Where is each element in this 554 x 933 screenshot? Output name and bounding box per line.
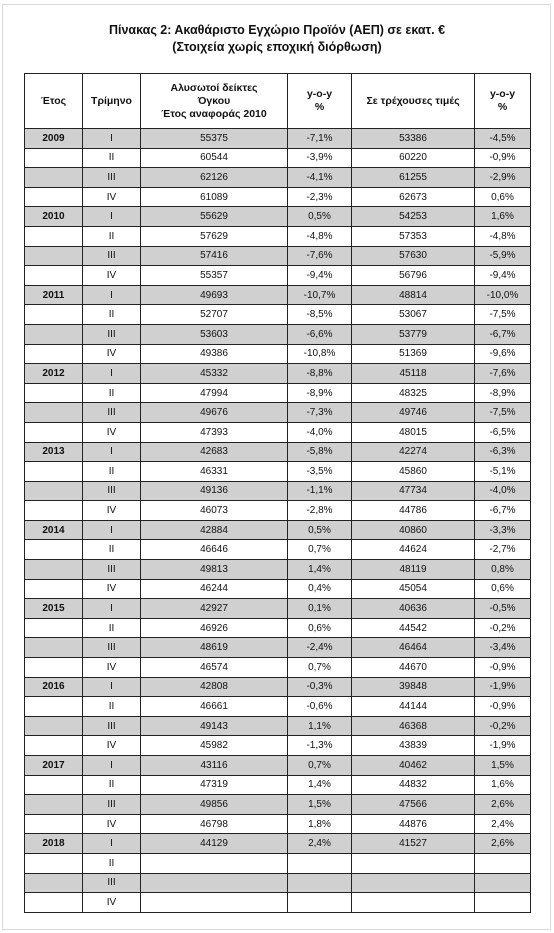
cell-volume: 57416 bbox=[141, 246, 288, 266]
table-row bbox=[25, 677, 531, 697]
cell-quarter: IV bbox=[83, 422, 141, 442]
cell-current-prices: 53067 bbox=[352, 305, 475, 325]
cell-yoy-volume: -2,8% bbox=[288, 501, 352, 521]
cell-volume: 42884 bbox=[141, 520, 288, 540]
cell-volume: 47319 bbox=[141, 775, 288, 795]
cell-current-prices: 48325 bbox=[352, 383, 475, 403]
cell-quarter: IV bbox=[83, 501, 141, 521]
cell-volume: 61089 bbox=[141, 187, 288, 207]
table-row bbox=[25, 442, 531, 462]
cell-yoy-current: -6,7% bbox=[475, 324, 531, 344]
cell-volume bbox=[141, 873, 288, 893]
cell-year bbox=[25, 795, 83, 815]
cell-yoy-volume: 0,5% bbox=[288, 520, 352, 540]
cell-yoy-current: -7,5% bbox=[475, 403, 531, 423]
cell-current-prices bbox=[352, 873, 475, 893]
cell-yoy-volume: -2,3% bbox=[288, 187, 352, 207]
cell-volume: 46798 bbox=[141, 814, 288, 834]
cell-year bbox=[25, 148, 83, 168]
cell-current-prices: 49746 bbox=[352, 403, 475, 423]
cell-yoy-volume: 0,7% bbox=[288, 756, 352, 776]
cell-yoy-current: 1,6% bbox=[475, 207, 531, 227]
cell-year bbox=[25, 775, 83, 795]
cell-year: 2009 bbox=[25, 129, 83, 149]
cell-yoy-current: 0,6% bbox=[475, 187, 531, 207]
header-volume-line-3: Έτος αναφοράς 2010 bbox=[161, 107, 267, 120]
table-row bbox=[25, 560, 531, 580]
cell-quarter: III bbox=[83, 168, 141, 188]
cell-year bbox=[25, 501, 83, 521]
cell-yoy-volume: -7,6% bbox=[288, 246, 352, 266]
title-line-2: (Στοιχεία χωρίς εποχική διόρθωση) bbox=[172, 40, 382, 54]
cell-yoy-current: 2,4% bbox=[475, 814, 531, 834]
cell-year bbox=[25, 560, 83, 580]
cell-yoy-volume: -9,4% bbox=[288, 266, 352, 286]
table-row bbox=[25, 853, 531, 873]
cell-yoy-current: -0,5% bbox=[475, 599, 531, 619]
table-row bbox=[25, 226, 531, 246]
cell-current-prices: 44876 bbox=[352, 814, 475, 834]
cell-year bbox=[25, 618, 83, 638]
table-row bbox=[25, 795, 531, 815]
cell-volume: 46073 bbox=[141, 501, 288, 521]
cell-volume: 55357 bbox=[141, 266, 288, 286]
cell-volume: 44129 bbox=[141, 834, 288, 854]
cell-quarter: II bbox=[83, 540, 141, 560]
cell-yoy-volume: 1,5% bbox=[288, 795, 352, 815]
table-row bbox=[25, 207, 531, 227]
cell-quarter: IV bbox=[83, 187, 141, 207]
cell-year: 2012 bbox=[25, 364, 83, 384]
cell-current-prices: 43839 bbox=[352, 736, 475, 756]
header-volume-line-1: Αλυσωτοί δείκτες bbox=[170, 81, 258, 94]
cell-current-prices bbox=[352, 893, 475, 913]
header-quarter: Τρίμηνο bbox=[83, 74, 141, 129]
header-volume bbox=[141, 74, 288, 129]
header-yoy-volume bbox=[288, 74, 352, 129]
table-row bbox=[25, 814, 531, 834]
cell-yoy-volume bbox=[288, 853, 352, 873]
header-current-prices: Σε τρέχουσες τιμές bbox=[352, 74, 475, 129]
cell-volume: 47994 bbox=[141, 383, 288, 403]
cell-yoy-current: -9,6% bbox=[475, 344, 531, 364]
table-row bbox=[25, 834, 531, 854]
cell-quarter: I bbox=[83, 364, 141, 384]
cell-year bbox=[25, 403, 83, 423]
cell-volume bbox=[141, 853, 288, 873]
cell-yoy-current: -2,9% bbox=[475, 168, 531, 188]
cell-quarter: I bbox=[83, 677, 141, 697]
cell-yoy-volume: 2,4% bbox=[288, 834, 352, 854]
table-row bbox=[25, 383, 531, 403]
cell-yoy-current bbox=[475, 873, 531, 893]
cell-quarter: IV bbox=[83, 814, 141, 834]
cell-yoy-volume: -2,4% bbox=[288, 638, 352, 658]
cell-current-prices: 44670 bbox=[352, 658, 475, 678]
cell-year bbox=[25, 246, 83, 266]
cell-yoy-current: -9,4% bbox=[475, 266, 531, 286]
cell-volume: 57629 bbox=[141, 226, 288, 246]
cell-year bbox=[25, 638, 83, 658]
cell-current-prices: 40860 bbox=[352, 520, 475, 540]
cell-quarter: I bbox=[83, 285, 141, 305]
cell-quarter: IV bbox=[83, 658, 141, 678]
cell-yoy-current: -4,5% bbox=[475, 129, 531, 149]
table-row bbox=[25, 187, 531, 207]
cell-yoy-volume: -8,9% bbox=[288, 383, 352, 403]
cell-quarter: III bbox=[83, 481, 141, 501]
cell-quarter: IV bbox=[83, 893, 141, 913]
cell-yoy-volume: -4,0% bbox=[288, 422, 352, 442]
cell-quarter: II bbox=[83, 148, 141, 168]
cell-yoy-current: -0,9% bbox=[475, 148, 531, 168]
cell-yoy-volume: -5,8% bbox=[288, 442, 352, 462]
cell-volume: 46331 bbox=[141, 462, 288, 482]
cell-quarter: II bbox=[83, 383, 141, 403]
cell-quarter: II bbox=[83, 226, 141, 246]
table-row bbox=[25, 364, 531, 384]
cell-year: 2017 bbox=[25, 756, 83, 776]
cell-current-prices bbox=[352, 853, 475, 873]
table-body bbox=[25, 129, 531, 913]
cell-current-prices: 44542 bbox=[352, 618, 475, 638]
header-row bbox=[25, 74, 531, 129]
cell-year bbox=[25, 893, 83, 913]
table-row bbox=[25, 462, 531, 482]
cell-quarter: III bbox=[83, 403, 141, 423]
cell-volume: 43116 bbox=[141, 756, 288, 776]
cell-volume: 49386 bbox=[141, 344, 288, 364]
cell-volume: 42683 bbox=[141, 442, 288, 462]
cell-yoy-volume: -0,6% bbox=[288, 697, 352, 717]
table-row bbox=[25, 540, 531, 560]
table-row bbox=[25, 520, 531, 540]
cell-quarter: III bbox=[83, 324, 141, 344]
cell-yoy-volume: 0,6% bbox=[288, 618, 352, 638]
table-row bbox=[25, 422, 531, 442]
cell-volume: 49136 bbox=[141, 481, 288, 501]
cell-yoy-volume bbox=[288, 893, 352, 913]
cell-quarter: I bbox=[83, 207, 141, 227]
cell-volume: 49143 bbox=[141, 716, 288, 736]
table-row bbox=[25, 756, 531, 776]
cell-yoy-current: -6,7% bbox=[475, 501, 531, 521]
cell-current-prices: 45118 bbox=[352, 364, 475, 384]
cell-volume bbox=[141, 893, 288, 913]
table-row bbox=[25, 873, 531, 893]
cell-yoy-current: -7,5% bbox=[475, 305, 531, 325]
table-row bbox=[25, 599, 531, 619]
cell-current-prices: 53779 bbox=[352, 324, 475, 344]
cell-yoy-current: -10,0% bbox=[475, 285, 531, 305]
cell-yoy-current: -3,4% bbox=[475, 638, 531, 658]
cell-year: 2015 bbox=[25, 599, 83, 619]
cell-yoy-volume: 0,1% bbox=[288, 599, 352, 619]
cell-current-prices: 40636 bbox=[352, 599, 475, 619]
cell-yoy-volume: 0,4% bbox=[288, 579, 352, 599]
cell-yoy-current bbox=[475, 853, 531, 873]
cell-volume: 49856 bbox=[141, 795, 288, 815]
cell-year bbox=[25, 324, 83, 344]
cell-quarter: III bbox=[83, 716, 141, 736]
table-row bbox=[25, 893, 531, 913]
table-row bbox=[25, 716, 531, 736]
cell-volume: 49813 bbox=[141, 560, 288, 580]
cell-current-prices: 51369 bbox=[352, 344, 475, 364]
cell-volume: 55629 bbox=[141, 207, 288, 227]
cell-current-prices: 54253 bbox=[352, 207, 475, 227]
cell-year bbox=[25, 579, 83, 599]
cell-volume: 45982 bbox=[141, 736, 288, 756]
table-row bbox=[25, 481, 531, 501]
cell-current-prices: 47734 bbox=[352, 481, 475, 501]
cell-year bbox=[25, 658, 83, 678]
cell-yoy-current: -1,9% bbox=[475, 736, 531, 756]
cell-yoy-current: -3,3% bbox=[475, 520, 531, 540]
cell-volume: 46661 bbox=[141, 697, 288, 717]
table-row bbox=[25, 579, 531, 599]
cell-yoy-current: -7,6% bbox=[475, 364, 531, 384]
cell-yoy-volume: -4,1% bbox=[288, 168, 352, 188]
cell-year bbox=[25, 853, 83, 873]
cell-current-prices: 48814 bbox=[352, 285, 475, 305]
cell-year bbox=[25, 305, 83, 325]
cell-current-prices: 44144 bbox=[352, 697, 475, 717]
cell-year bbox=[25, 540, 83, 560]
cell-yoy-volume: 0,5% bbox=[288, 207, 352, 227]
cell-year bbox=[25, 168, 83, 188]
cell-yoy-current: -2,7% bbox=[475, 540, 531, 560]
cell-yoy-volume: -4,8% bbox=[288, 226, 352, 246]
header-yoy-current-line-1: y-o-y bbox=[489, 88, 516, 100]
cell-quarter: IV bbox=[83, 266, 141, 286]
table-row bbox=[25, 168, 531, 188]
cell-year bbox=[25, 481, 83, 501]
cell-yoy-current: -4,0% bbox=[475, 481, 531, 501]
cell-year bbox=[25, 422, 83, 442]
cell-quarter: I bbox=[83, 834, 141, 854]
table-row bbox=[25, 618, 531, 638]
cell-volume: 49676 bbox=[141, 403, 288, 423]
cell-yoy-current: 2,6% bbox=[475, 834, 531, 854]
cell-yoy-volume: -7,1% bbox=[288, 129, 352, 149]
cell-year bbox=[25, 814, 83, 834]
cell-quarter: IV bbox=[83, 344, 141, 364]
cell-yoy-volume: -8,5% bbox=[288, 305, 352, 325]
cell-volume: 55375 bbox=[141, 129, 288, 149]
cell-yoy-volume: -3,5% bbox=[288, 462, 352, 482]
table-row bbox=[25, 736, 531, 756]
cell-current-prices: 61255 bbox=[352, 168, 475, 188]
cell-quarter: I bbox=[83, 129, 141, 149]
cell-yoy-current: -0,2% bbox=[475, 618, 531, 638]
cell-volume: 48619 bbox=[141, 638, 288, 658]
cell-yoy-current: -0,2% bbox=[475, 716, 531, 736]
cell-year bbox=[25, 873, 83, 893]
cell-volume: 46244 bbox=[141, 579, 288, 599]
cell-year bbox=[25, 697, 83, 717]
cell-volume: 60544 bbox=[141, 148, 288, 168]
cell-quarter: III bbox=[83, 795, 141, 815]
cell-yoy-current: -0,9% bbox=[475, 658, 531, 678]
cell-quarter: III bbox=[83, 246, 141, 266]
table-row bbox=[25, 697, 531, 717]
cell-volume: 49693 bbox=[141, 285, 288, 305]
cell-volume: 52707 bbox=[141, 305, 288, 325]
cell-quarter: II bbox=[83, 697, 141, 717]
cell-yoy-volume: -7,3% bbox=[288, 403, 352, 423]
cell-year: 2010 bbox=[25, 207, 83, 227]
header-yoy-volume-line-2: % bbox=[314, 101, 325, 113]
cell-quarter: I bbox=[83, 520, 141, 540]
cell-current-prices: 41527 bbox=[352, 834, 475, 854]
table-row bbox=[25, 148, 531, 168]
cell-quarter: IV bbox=[83, 736, 141, 756]
table-row bbox=[25, 266, 531, 286]
cell-volume: 53603 bbox=[141, 324, 288, 344]
table-row bbox=[25, 344, 531, 364]
cell-current-prices: 53386 bbox=[352, 129, 475, 149]
cell-quarter: II bbox=[83, 775, 141, 795]
cell-yoy-volume: -1,1% bbox=[288, 481, 352, 501]
cell-volume: 42927 bbox=[141, 599, 288, 619]
cell-yoy-volume: 0,7% bbox=[288, 540, 352, 560]
cell-yoy-current: -5,1% bbox=[475, 462, 531, 482]
cell-current-prices: 60220 bbox=[352, 148, 475, 168]
cell-year bbox=[25, 226, 83, 246]
cell-yoy-volume: -3,9% bbox=[288, 148, 352, 168]
cell-current-prices: 48015 bbox=[352, 422, 475, 442]
cell-year bbox=[25, 462, 83, 482]
header-volume-line-2: Όγκου bbox=[197, 94, 231, 107]
table-row bbox=[25, 638, 531, 658]
cell-yoy-current: -6,5% bbox=[475, 422, 531, 442]
cell-yoy-current: -4,8% bbox=[475, 226, 531, 246]
cell-yoy-current: -8,9% bbox=[475, 383, 531, 403]
cell-quarter: II bbox=[83, 305, 141, 325]
cell-quarter: III bbox=[83, 638, 141, 658]
cell-volume: 42808 bbox=[141, 677, 288, 697]
cell-year: 2014 bbox=[25, 520, 83, 540]
cell-current-prices: 57353 bbox=[352, 226, 475, 246]
table-row bbox=[25, 324, 531, 344]
cell-quarter: II bbox=[83, 618, 141, 638]
cell-yoy-current bbox=[475, 893, 531, 913]
cell-current-prices: 57630 bbox=[352, 246, 475, 266]
cell-volume: 46926 bbox=[141, 618, 288, 638]
cell-yoy-volume: 1,4% bbox=[288, 775, 352, 795]
cell-quarter: I bbox=[83, 599, 141, 619]
header-yoy-volume-line-1: y-o-y bbox=[306, 88, 333, 100]
cell-current-prices: 44832 bbox=[352, 775, 475, 795]
cell-current-prices: 45860 bbox=[352, 462, 475, 482]
cell-year: 2013 bbox=[25, 442, 83, 462]
cell-yoy-current: 1,6% bbox=[475, 775, 531, 795]
cell-quarter: II bbox=[83, 853, 141, 873]
table-row bbox=[25, 403, 531, 423]
cell-yoy-current: 0,6% bbox=[475, 579, 531, 599]
cell-year bbox=[25, 736, 83, 756]
cell-yoy-volume: 0,7% bbox=[288, 658, 352, 678]
table-row bbox=[25, 658, 531, 678]
cell-volume: 62126 bbox=[141, 168, 288, 188]
cell-yoy-current: 1,5% bbox=[475, 756, 531, 776]
cell-year: 2011 bbox=[25, 285, 83, 305]
cell-current-prices: 40462 bbox=[352, 756, 475, 776]
cell-current-prices: 44786 bbox=[352, 501, 475, 521]
cell-quarter: II bbox=[83, 462, 141, 482]
cell-yoy-current: -6,3% bbox=[475, 442, 531, 462]
cell-year: 2018 bbox=[25, 834, 83, 854]
cell-quarter: III bbox=[83, 560, 141, 580]
table-row bbox=[25, 246, 531, 266]
header-year: Έτος bbox=[25, 74, 83, 129]
cell-yoy-current: -1,9% bbox=[475, 677, 531, 697]
cell-yoy-current: 2,6% bbox=[475, 795, 531, 815]
cell-quarter: I bbox=[83, 442, 141, 462]
cell-yoy-volume: -8,8% bbox=[288, 364, 352, 384]
cell-quarter: I bbox=[83, 756, 141, 776]
cell-volume: 46646 bbox=[141, 540, 288, 560]
cell-yoy-volume: 1,8% bbox=[288, 814, 352, 834]
cell-yoy-current: -5,9% bbox=[475, 246, 531, 266]
cell-year bbox=[25, 187, 83, 207]
header-yoy-current bbox=[475, 74, 531, 129]
cell-current-prices: 39848 bbox=[352, 677, 475, 697]
title-line-1: Πίνακας 2: Ακαθάριστο Εγχώριο Προϊόν (ΑΕΠ) σε εκατ. € bbox=[108, 23, 446, 37]
cell-yoy-volume: -10,7% bbox=[288, 285, 352, 305]
gdp-table bbox=[24, 73, 531, 913]
table-title bbox=[0, 22, 554, 56]
cell-yoy-volume bbox=[288, 873, 352, 893]
table-row bbox=[25, 305, 531, 325]
cell-current-prices: 42274 bbox=[352, 442, 475, 462]
cell-volume: 46574 bbox=[141, 658, 288, 678]
cell-year bbox=[25, 266, 83, 286]
cell-year bbox=[25, 716, 83, 736]
cell-current-prices: 46368 bbox=[352, 716, 475, 736]
cell-quarter: III bbox=[83, 873, 141, 893]
table-row bbox=[25, 285, 531, 305]
cell-year bbox=[25, 344, 83, 364]
cell-yoy-volume: 1,4% bbox=[288, 560, 352, 580]
cell-current-prices: 46464 bbox=[352, 638, 475, 658]
cell-yoy-volume: -0,3% bbox=[288, 677, 352, 697]
cell-current-prices: 62673 bbox=[352, 187, 475, 207]
cell-yoy-current: -0,9% bbox=[475, 697, 531, 717]
table-row bbox=[25, 775, 531, 795]
cell-yoy-volume: 1,1% bbox=[288, 716, 352, 736]
cell-current-prices: 45054 bbox=[352, 579, 475, 599]
cell-yoy-volume: -10,8% bbox=[288, 344, 352, 364]
cell-current-prices: 48119 bbox=[352, 560, 475, 580]
cell-current-prices: 56796 bbox=[352, 266, 475, 286]
cell-yoy-volume: -1,3% bbox=[288, 736, 352, 756]
cell-year bbox=[25, 383, 83, 403]
cell-quarter: IV bbox=[83, 579, 141, 599]
cell-yoy-volume: -6,6% bbox=[288, 324, 352, 344]
table-row bbox=[25, 501, 531, 521]
header-yoy-current-line-2: % bbox=[497, 101, 508, 113]
cell-year: 2016 bbox=[25, 677, 83, 697]
cell-current-prices: 47566 bbox=[352, 795, 475, 815]
cell-volume: 45332 bbox=[141, 364, 288, 384]
cell-current-prices: 44624 bbox=[352, 540, 475, 560]
cell-volume: 47393 bbox=[141, 422, 288, 442]
table-row bbox=[25, 129, 531, 149]
cell-yoy-current: 0,8% bbox=[475, 560, 531, 580]
